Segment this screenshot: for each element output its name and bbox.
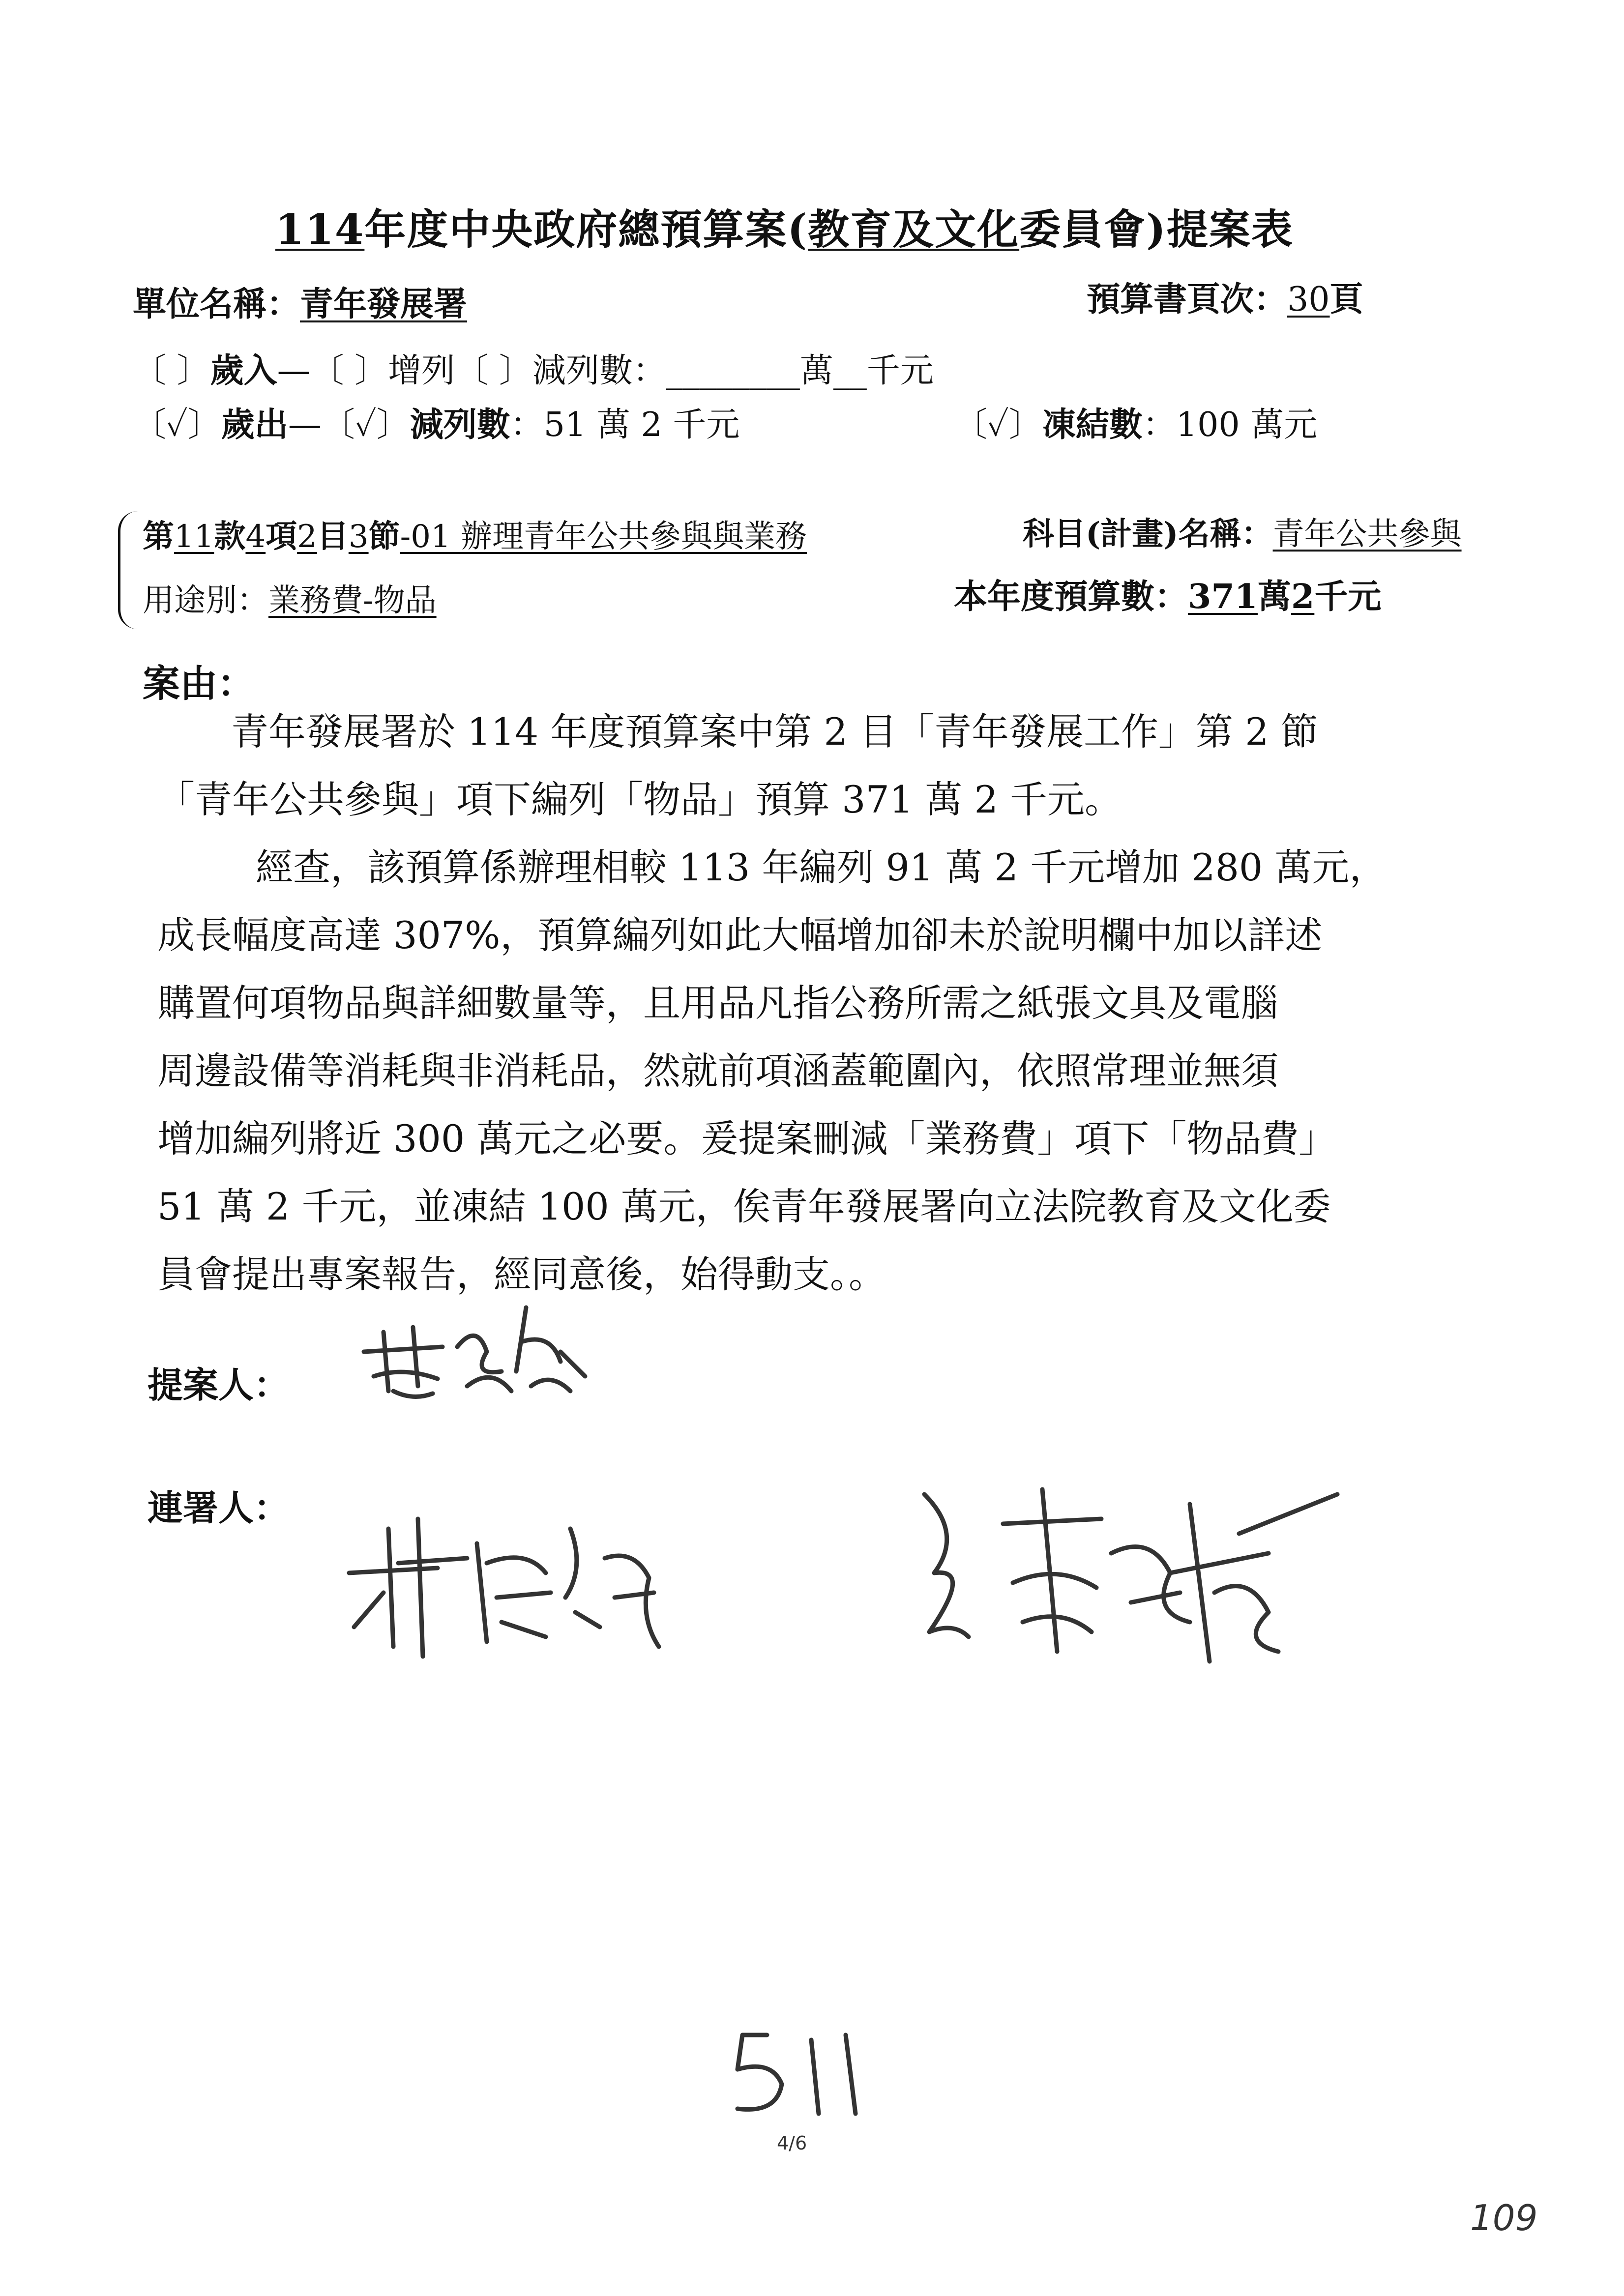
paragraph2-line6: 51 萬 2 千元，並凍結 100 萬元，俟青年發展署向立法院教育及文化委 bbox=[157, 1185, 1331, 1228]
unit-value: 青年發展署 bbox=[300, 285, 468, 324]
xiang-number: 4 bbox=[245, 519, 266, 555]
reason-label: 案由： bbox=[143, 662, 255, 705]
budget-qian-unit: 千元 bbox=[1314, 577, 1382, 616]
kuan-number: 11 bbox=[174, 519, 214, 555]
section-di: 第 bbox=[143, 518, 174, 555]
handwritten-page-number bbox=[728, 2025, 885, 2123]
kuan-label: 款 bbox=[214, 518, 246, 555]
income-blank: ________ bbox=[666, 351, 800, 390]
title-part-a: 年度中央政府總預算案( bbox=[364, 205, 808, 254]
page-title bbox=[275, 197, 1294, 256]
xiang-label: 項 bbox=[266, 518, 297, 555]
usage-label: 用途別： bbox=[143, 582, 268, 619]
cosigner-label: 連署人： bbox=[148, 1487, 290, 1529]
budget-row bbox=[954, 570, 1381, 618]
income-row bbox=[133, 344, 934, 392]
paragraph2-line3: 購置何項物品與詳細數量等，且用品凡指公務所需之紙張文具及電腦 bbox=[157, 981, 1278, 1025]
freeze-value: ：100 萬元 bbox=[1142, 406, 1318, 444]
proposer-label: 提案人： bbox=[148, 1364, 290, 1406]
expense-label: 歲出 bbox=[221, 405, 288, 444]
paragraph2-line2: 成長幅度高達 307%，預算編列如此大幅增加卻未於說明欄中加以詳述 bbox=[157, 913, 1323, 957]
income-label: 歲入 bbox=[210, 351, 277, 390]
subject-label: 科目(計畫)名稱： bbox=[1023, 516, 1273, 552]
page-counter: 4/6 bbox=[777, 2132, 807, 2154]
reduce-checkbox: —〔✓〕 bbox=[288, 406, 410, 444]
freeze-row bbox=[954, 398, 1317, 446]
page-suffix: 頁 bbox=[1329, 280, 1363, 319]
section-row bbox=[143, 511, 807, 556]
mu-label: 目 bbox=[317, 518, 349, 555]
title-year: 114 bbox=[275, 205, 365, 254]
unit-row bbox=[133, 278, 467, 325]
paragraph2-line4: 周邊設備等消耗與非消耗品，然就前項涵蓋範圍內，依照常理並無須 bbox=[157, 1049, 1278, 1093]
jie-label: 節 bbox=[368, 518, 400, 555]
expense-row bbox=[133, 398, 739, 446]
proposer-signature bbox=[354, 1293, 610, 1421]
unit-label: 單位名稱： bbox=[133, 285, 300, 324]
reduce-value: ：51 萬 2 千元 bbox=[510, 406, 740, 444]
corner-number: 109 bbox=[1470, 2197, 1538, 2238]
section-bracket bbox=[118, 511, 140, 629]
cosigner2-signature bbox=[895, 1475, 1367, 1720]
paragraph2-line7: 員會提出專案報告，經同意後，始得動支。。 bbox=[157, 1252, 886, 1296]
title-committee: 教育及文化 bbox=[808, 205, 1020, 254]
subject-value: 青年公共參與 bbox=[1272, 516, 1462, 552]
jie-number: 3 bbox=[348, 519, 369, 555]
paragraph1-line2: 「青年公共參與」項下編列「物品」預算 371 萬 2 千元。 bbox=[157, 778, 1122, 821]
paragraph2-line1: 經查，該預算係辦理相較 113 年編列 91 萬 2 千元增加 280 萬元， bbox=[256, 845, 1387, 889]
freeze-checkbox: 〔✓〕 bbox=[954, 406, 1042, 444]
freeze-label: 凍結數 bbox=[1042, 405, 1143, 444]
title-part-b: 委員會)提案表 bbox=[1019, 205, 1294, 254]
usage-value: 業務費-物品 bbox=[268, 582, 437, 619]
paragraph1-line1: 青年發展署於 114 年度預算案中第 2 目「青年發展工作」第 2 節 bbox=[231, 710, 1318, 754]
income-unit: 萬__千元 bbox=[799, 351, 934, 390]
program-name: -01 辦理青年公共參與與業務 bbox=[400, 519, 807, 555]
page-label: 預算書頁次： bbox=[1087, 280, 1288, 319]
page-value: 30 bbox=[1287, 280, 1330, 319]
page-ref bbox=[1087, 273, 1363, 320]
budget-qian-value: 2 bbox=[1291, 577, 1315, 616]
usage-row bbox=[143, 575, 437, 620]
income-options: —〔 〕增列〔 〕減列數： bbox=[277, 351, 666, 390]
budget-wan-unit: 萬 bbox=[1257, 577, 1291, 616]
income-checkbox: 〔 〕 bbox=[133, 351, 210, 390]
subject-row bbox=[1023, 509, 1462, 554]
cosigner1-signature bbox=[339, 1499, 674, 1676]
expense-checkbox: 〔✓〕 bbox=[133, 406, 221, 444]
budget-wan-value: 371 bbox=[1188, 577, 1258, 616]
reduce-label: 減列數 bbox=[410, 405, 510, 444]
paragraph2-line5: 增加編列將近 300 萬元之必要。爰提案刪減「業務費」項下「物品費」 bbox=[157, 1117, 1336, 1161]
mu-number: 2 bbox=[297, 519, 317, 555]
budget-label: 本年度預算數： bbox=[954, 577, 1188, 616]
